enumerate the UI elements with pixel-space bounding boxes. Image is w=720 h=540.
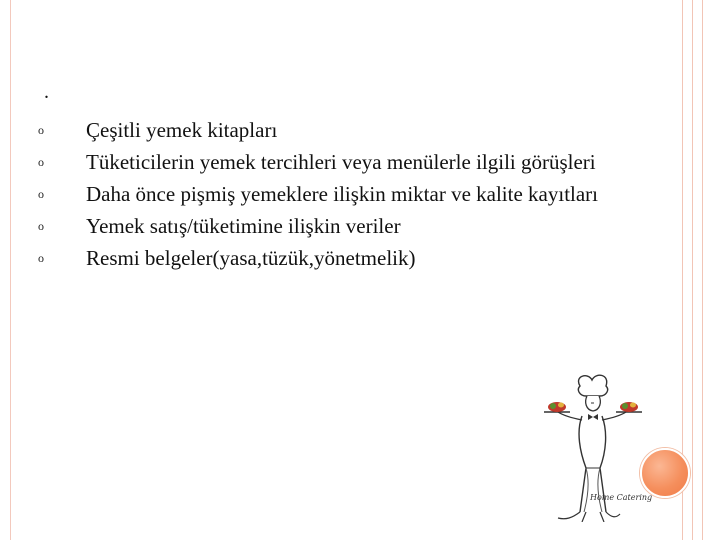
list-item [38, 245, 628, 272]
bullet-marker: o [38, 187, 44, 201]
illustration-caption: Home Catering [590, 493, 653, 502]
bullet-text: Çeşitli yemek kitapları [86, 118, 278, 142]
list-item [38, 149, 628, 176]
list-item [38, 117, 628, 144]
bullet-marker: o [38, 155, 44, 169]
left-frame-border [0, 0, 11, 540]
bullet-marker: o [38, 123, 44, 137]
accent-circle [640, 448, 690, 498]
bullet-marker: o [38, 219, 44, 233]
list-item [38, 213, 628, 240]
bullet-list [38, 117, 628, 277]
bullet-text: Yemek satış/tüketimine ilişkin veriler [86, 214, 401, 238]
bullet-text: Daha önce pişmiş yemeklere ilişkin miktar ve kalite kayıtları [86, 182, 599, 206]
bullet-text: Tüketicilerin yemek tercihleri veya menülerle ilgili görüşleri [86, 150, 596, 174]
bullet-text: Resmi belgeler(yasa,tüzük,yönetmelik) [86, 246, 416, 270]
list-item [38, 181, 628, 208]
right-frame-border [682, 0, 720, 540]
bullet-marker: o [38, 251, 44, 265]
stray-mark: . [44, 81, 49, 103]
